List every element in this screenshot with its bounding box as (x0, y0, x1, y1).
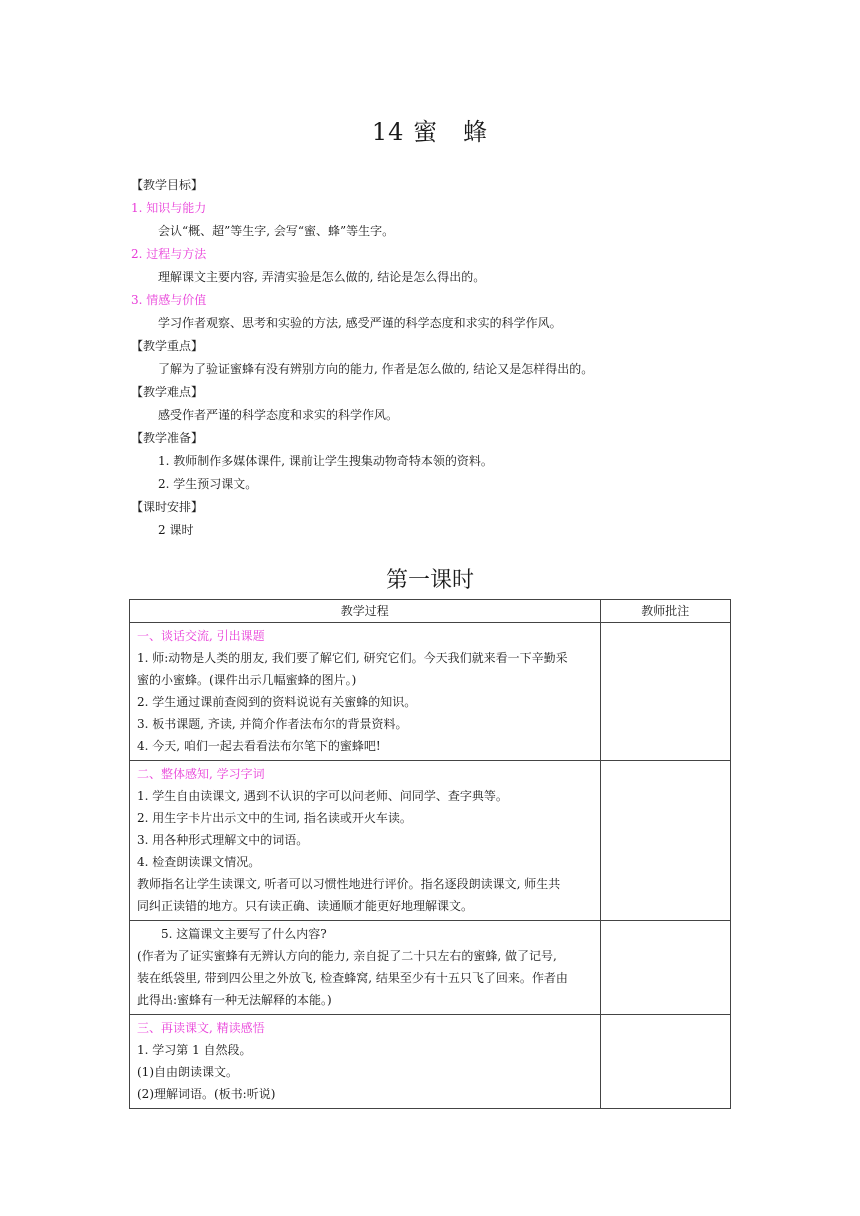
step-line: 1. 师:动物是人类的朋友, 我们要了解它们, 研究它们。今天我们就来看一下辛勤采 (137, 651, 568, 665)
step-line: 1. 学生自由读课文, 遇到不认识的字可以问老师、问同学、查字典等。 (137, 789, 508, 803)
section-text: 1. 教师制作多媒体课件, 课前让学生搜集动物奇特本领的资料。 (158, 454, 493, 468)
section-heading: 【课时安排】 (131, 500, 204, 514)
section-text: 了解为了验证蜜蜂有没有辨别方向的能力, 作者是怎么做的, 结论又是怎样得出的。 (158, 362, 594, 376)
table-row (130, 761, 731, 921)
step-line: (2)理解词语。(板书:听说) (137, 1087, 276, 1101)
section-text: 会认“概、超”等生字, 会写“蜜、蜂”等生字。 (158, 224, 395, 238)
step-line: 2. 学生通过课前查阅到的资料说说有关蜜蜂的知识。 (137, 695, 417, 709)
step-line: 2. 用生字卡片出示文中的生词, 指名读或开火车读。 (137, 811, 412, 825)
table-header-row (130, 600, 731, 623)
lesson-plan-overview (131, 174, 731, 542)
process-cell (130, 623, 601, 761)
step-line: 3. 板书课题, 齐读, 并简介作者法布尔的背景资料。 (137, 717, 408, 731)
header-teaching-process: 教学过程 (130, 600, 601, 623)
table-row (130, 921, 731, 1015)
process-cell (130, 1015, 601, 1109)
section-text: 学习作者观察、思考和实验的方法, 感受严谨的科学态度和求实的科学作风。 (158, 316, 562, 330)
table-row (130, 623, 731, 761)
section-heading: 【教学难点】 (131, 385, 204, 399)
step-line: 4. 今天, 咱们一起去看看法布尔笔下的蜜蜂吧! (137, 739, 381, 753)
subsection-heading: 3. 情感与价值 (131, 293, 207, 307)
section-heading: 【教学目标】 (131, 178, 204, 192)
subsection-heading: 1. 知识与能力 (131, 201, 207, 215)
step-heading: 二、整体感知, 学习字词 (137, 767, 265, 781)
teaching-process-table (129, 599, 731, 1109)
section-heading: 【教学重点】 (131, 339, 204, 353)
step-line: (作者为了证实蜜蜂有无辨认方向的能力, 亲自捉了二十只左右的蜜蜂, 做了记号, (137, 949, 557, 963)
step-line: 同纠正读错的地方。只有读正确、读通顺才能更好地理解课文。 (137, 899, 474, 913)
process-cell (130, 921, 601, 1015)
step-heading: 一、谈话交流, 引出课题 (137, 629, 265, 643)
subsection-heading: 2. 过程与方法 (131, 247, 207, 261)
section-heading: 【教学准备】 (131, 431, 204, 445)
page-title: 14 蜜 蜂 (371, 118, 489, 146)
section-text: 2 课时 (158, 523, 194, 537)
step-line: 教师指名让学生读课文, 听者可以习惯性地进行评价。指名逐段朗读课文, 师生共 (137, 877, 561, 891)
step-line: 3. 用各种形式理解文中的词语。 (137, 833, 309, 847)
section-text: 理解课文主要内容, 弄清实验是怎么做的, 结论是怎么得出的。 (158, 270, 486, 284)
teacher-notes-cell[interactable] (600, 761, 730, 921)
step-line: 4. 检查朗读课文情况。 (137, 855, 261, 869)
lesson-title: 第一课时 (385, 568, 474, 593)
section-text: 感受作者严谨的科学态度和求实的科学作风。 (158, 408, 399, 422)
step-line: 蜜的小蜜蜂。(课件出示几幅蜜蜂的图片。) (137, 673, 357, 687)
teacher-notes-cell[interactable] (600, 1015, 730, 1109)
step-line: 装在纸袋里, 带到四公里之外放飞, 检查蜂窝, 结果至少有十五只飞了回来。作者由 (137, 971, 568, 985)
process-cell (130, 761, 601, 921)
teacher-notes-cell[interactable] (600, 921, 730, 1015)
step-heading: 三、再读课文, 精读感悟 (137, 1021, 265, 1035)
step-line: 1. 学习第 1 自然段。 (137, 1043, 252, 1057)
teacher-notes-cell[interactable] (600, 623, 730, 761)
step-line: 5. 这篇课文主要写了什么内容? (161, 927, 327, 941)
table-row (130, 1015, 731, 1109)
section-text: 2. 学生预习课文。 (158, 477, 258, 491)
step-line: (1)自由朗读课文。 (137, 1065, 238, 1079)
step-line: 此得出:蜜蜂有一种无法解释的本能。) (137, 993, 332, 1007)
header-teacher-notes: 教师批注 (600, 600, 730, 623)
